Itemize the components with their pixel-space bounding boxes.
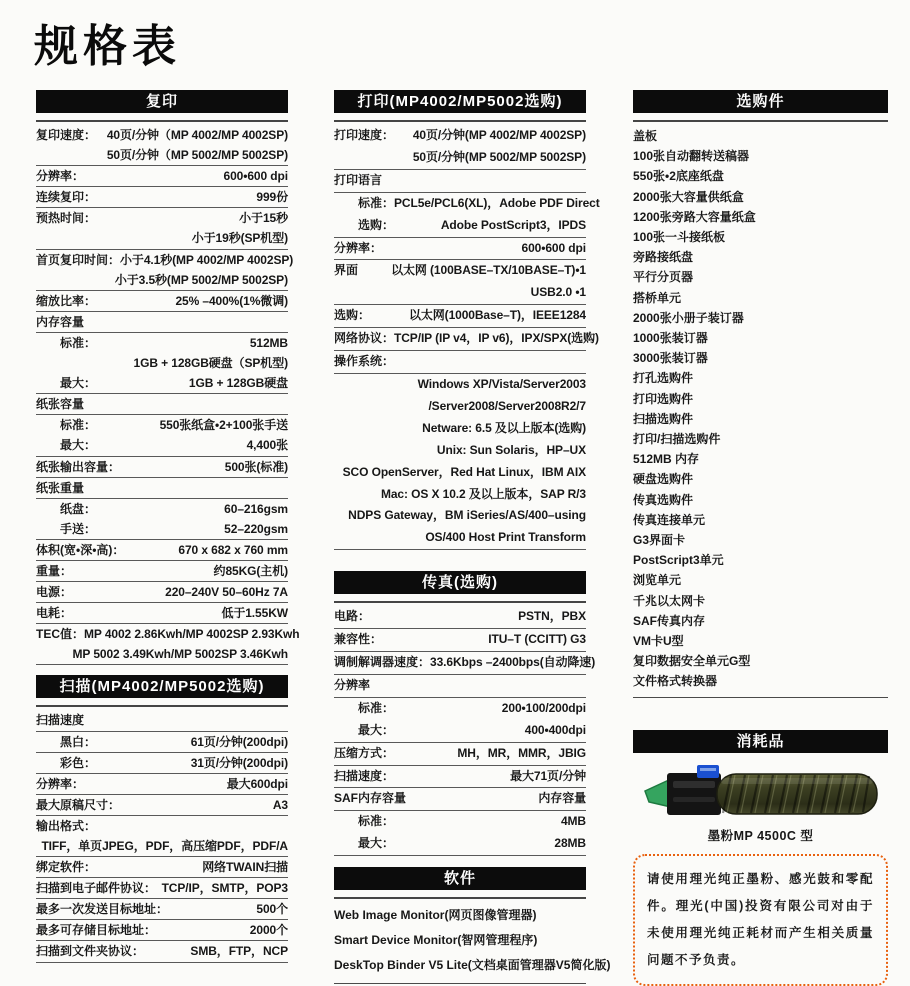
spec-label: 缩放比率： [36, 293, 97, 308]
spec-value: TCP/IP，SMTP，POP3 [161, 881, 288, 896]
list-item: 打印/扫描选购件 [633, 432, 721, 447]
spec-value: 500个 [256, 902, 288, 917]
spec-label: 标准： [358, 814, 395, 829]
spec-rows-fax [334, 601, 596, 856]
spec-row [36, 878, 288, 899]
spec-value: Unix: Sun Solaris，HP–UX [436, 442, 586, 457]
spec-value: MP 5002 3.49Kwh/MP 5002SP 3.46Kwh [72, 647, 288, 662]
spec-row [36, 250, 294, 291]
spec-value: 500张(标准) [224, 459, 288, 474]
spec-value: 31页/分钟(200dpi) [190, 755, 288, 770]
spec-row [36, 540, 288, 561]
section-header-options: 选购件 [633, 90, 888, 113]
list-item: 旁路接纸盘 [633, 250, 694, 265]
list-item: 2000张小册子装订器 [633, 310, 744, 325]
spec-row [334, 766, 586, 789]
list-item: 浏览单元 [633, 573, 682, 588]
spec-value: 400•400dpi [524, 722, 586, 737]
spec-value: /Server2008/Server2008R2/7 [428, 398, 586, 413]
section-consumables [633, 730, 888, 986]
spec-value: Mac: OS X 10.2 及以上版本，SAP R/3 [380, 486, 586, 501]
spec-value: Windows XP/Vista/Server2003 [417, 376, 586, 391]
spec-value: MP 4002 2.86Kwh/MP 4002SP 2.93Kwh [84, 627, 300, 642]
spec-value: ITU–T (CCITT) G3 [488, 632, 586, 647]
spec-row [334, 811, 586, 833]
list-item: G3界面卡 [633, 533, 686, 548]
spec-label: 绑定软件： [36, 860, 97, 875]
spec-value: 999份 [256, 190, 288, 205]
spec-row [334, 351, 586, 374]
spec-label: 最大： [358, 722, 395, 737]
spec-label: 分辨率： [36, 776, 85, 791]
spec-value: 600•600 dpi [223, 169, 288, 184]
spec-row [334, 374, 586, 550]
list-item: 1000张装订器 [633, 331, 708, 346]
spec-value: 小于19秒(SP机型) [191, 231, 288, 246]
spec-row [36, 519, 288, 540]
list-item: 硬盘选购件 [633, 472, 694, 487]
spec-label: 纸张输出容量： [36, 459, 121, 474]
spec-value: 小于4.1秒(MP 4002/MP 4002SP) [120, 252, 294, 267]
spec-label: 纸盘： [60, 501, 97, 516]
options-list [633, 120, 888, 698]
spec-label: 电耗： [36, 606, 73, 621]
spec-value: 28MB [554, 836, 586, 851]
spec-row [36, 795, 288, 816]
spec-label: 扫描速度 [36, 713, 85, 728]
spec-value: PCL5e/PCL6(XL)，Adobe PDF Direct [394, 195, 600, 210]
middle-column [334, 90, 611, 984]
spec-value: 4,400张 [246, 438, 288, 453]
spec-label: 压缩方式： [334, 745, 395, 760]
spec-value: 60–216gsm [224, 501, 288, 516]
spec-label: 最大： [60, 376, 97, 391]
spec-label: 纸张容量 [36, 397, 85, 412]
spec-label: 打印速度： [334, 128, 395, 142]
spec-label: 分辨率 [334, 677, 371, 692]
section-fax [334, 571, 596, 856]
spec-row [36, 125, 288, 166]
spec-value: Adobe PostScript3，IPDS [440, 217, 586, 232]
spec-label: 打印语言 [334, 172, 383, 187]
spec-value: 52–220gsm [224, 521, 288, 536]
list-item: 扫描选购件 [633, 411, 694, 426]
spec-label: 网络协议： [334, 331, 395, 346]
spec-value: SCO OpenServer，Red Hat Linux，IBM AIX [342, 464, 586, 479]
section-header-scan: 扫描(MP4002/MP5002选购) [36, 675, 288, 698]
spec-value: 以太网 (100BASE–TX/10BASE–T)•1 [391, 263, 586, 278]
spec-label: 重量： [36, 563, 73, 578]
spec-row [36, 415, 288, 435]
list-item: 550张•2底座纸盘 [633, 169, 724, 184]
spec-label: SAF内存容量 [334, 791, 407, 806]
spec-label: 最大： [358, 836, 395, 851]
spec-row [36, 435, 288, 456]
list-item: 文件格式转换器 [633, 674, 718, 689]
software-list [334, 897, 611, 984]
spec-value: 25% –400%(1%微调) [175, 293, 288, 308]
toner-caption: 墨粉MP 4500C 型 [707, 828, 814, 843]
spec-row [36, 710, 288, 731]
page-title: 规格表 [34, 22, 181, 71]
spec-value: 4MB [560, 814, 586, 829]
spec-label: 扫描到电子邮件协议： [36, 881, 157, 896]
list-item: 传真连接单元 [633, 512, 706, 527]
section-print [334, 90, 600, 550]
spec-label: 分辨率： [36, 169, 85, 184]
spec-value: SMB，FTP，NCP [190, 944, 288, 959]
spec-label: 分辨率： [334, 240, 383, 255]
spec-value: 小于15秒 [239, 211, 288, 226]
spec-row [334, 833, 586, 856]
spec-value: 40页/分钟（MP 4002/MP 4002SP) [106, 128, 288, 142]
spec-value: 内存容量 [538, 791, 586, 806]
section-copy [36, 90, 300, 665]
spec-value: Netware: 6.5 及以上版本(选购) [422, 420, 586, 435]
spec-label: 操作系统： [334, 354, 395, 369]
spec-row [36, 373, 288, 394]
spec-rows-scan [36, 705, 288, 962]
spec-row [334, 193, 600, 215]
spec-label: TEC值： [36, 627, 85, 642]
spec-label: 调制解调器速度： [334, 655, 431, 670]
spec-label: 连续复印： [36, 190, 97, 205]
spec-rows-copy [36, 120, 300, 665]
list-item: 100张一斗接纸板 [633, 230, 726, 245]
spec-value: 33.6Kbps –2400bps(自动降速) [430, 655, 596, 670]
spec-row [36, 732, 288, 753]
section-header-copy: 复印 [36, 90, 288, 113]
spec-value: 1GB + 128GB硬盘（SP机型) [133, 356, 288, 371]
section-header-consumables: 消耗品 [633, 730, 888, 753]
list-item: 1200张旁路大容量纸盒 [633, 209, 756, 224]
spec-row [36, 582, 288, 603]
spec-value: TCP/IP (IP v4，IP v6)，IPX/SPX(选购) [394, 331, 599, 346]
spec-value: 61页/分钟(200dpi) [190, 734, 288, 749]
list-item: 3000张装订器 [633, 351, 708, 366]
spec-label: 标准： [358, 195, 395, 210]
list-item: 打印选购件 [633, 391, 694, 406]
spec-value: 220–240V 50–60Hz 7A [165, 585, 288, 600]
spec-value: 550张纸盒•2+100张手送 [159, 418, 288, 433]
spec-value: 最大71页/分钟 [510, 768, 586, 783]
spec-row [36, 774, 288, 795]
spec-row [36, 187, 288, 208]
spec-row [334, 788, 586, 811]
spec-label: 预热时间： [36, 211, 97, 226]
spec-value: MH，MR，MMR，JBIG [457, 745, 586, 760]
list-item: 平行分页器 [633, 270, 694, 285]
spec-row [36, 920, 288, 941]
spec-row [334, 652, 596, 675]
spec-label: 纸张重量 [36, 480, 85, 495]
spec-row [36, 561, 288, 582]
list-item: 搭桥单元 [633, 290, 682, 305]
list-item: Web Image Monitor(网页图像管理器) [334, 908, 537, 923]
list-item: 打孔选购件 [633, 371, 694, 386]
section-header-print: 打印(MP4002/MP5002选购) [334, 90, 586, 113]
spec-row [334, 170, 586, 193]
spec-label: 电路： [334, 609, 371, 624]
spec-label: 电源： [36, 585, 73, 600]
spec-row [36, 899, 288, 920]
notice-text: 请使用理光纯正墨粉、感光鼓和零配件。理光(中国)投资有限公司对由于未使用理光纯正耗材而产生相关质量问题不予负责。 [647, 871, 874, 967]
spec-value: 约85KG(主机) [213, 563, 288, 578]
spec-row [36, 857, 288, 878]
spec-rows-print [334, 120, 600, 550]
spec-row [36, 816, 288, 857]
spec-label: 最多可存储目标地址： [36, 923, 157, 938]
spec-row [36, 333, 288, 373]
spec-value: USB2.0 •1 [530, 285, 586, 300]
section-software [334, 867, 611, 984]
spec-value: A3 [272, 797, 288, 812]
spec-value: 512MB [249, 335, 288, 350]
spec-label: 扫描速度： [334, 768, 395, 783]
spec-value: 以太网(1000Base–T)，IEEE1284 [408, 308, 586, 323]
spec-row [334, 238, 586, 261]
spec-label: 输出格式： [36, 818, 97, 833]
spec-value: 小于3.5秒(MP 5002/MP 5002SP) [114, 272, 288, 287]
spec-label: 体积(宽•深•高)： [36, 542, 125, 557]
spec-row [36, 499, 288, 519]
notice-box [633, 854, 888, 986]
spec-label: 黑白： [60, 734, 97, 749]
spec-label: 内存容量 [36, 314, 85, 329]
section-options [633, 90, 888, 698]
spec-label: 标准： [60, 418, 97, 433]
spec-row [36, 753, 288, 774]
toner-cartridge-image [633, 761, 888, 824]
spec-label: 标准： [60, 335, 97, 350]
spec-label: 复印速度： [36, 128, 97, 142]
spec-row [334, 305, 586, 328]
toner-label-blue [697, 765, 719, 778]
spec-label: 手送： [60, 521, 97, 536]
list-item: Smart Device Monitor(智网管理程序) [334, 933, 538, 948]
spec-row [334, 629, 586, 652]
spec-row [36, 394, 288, 415]
list-item: 100张自动翻转送稿器 [633, 149, 750, 164]
spec-row [36, 941, 288, 962]
spec-row [334, 215, 586, 238]
spec-row [334, 260, 586, 305]
spec-row [36, 457, 288, 478]
spec-value: 1GB + 128GB硬盘 [188, 376, 288, 391]
spec-value: PSTN，PBX [518, 609, 586, 624]
spec-label: 兼容性： [334, 632, 383, 647]
spec-row [334, 328, 599, 351]
spec-value: 50页/分钟（MP 5002/MP 5002SP) [106, 148, 288, 163]
spec-row [334, 675, 586, 698]
spec-value: 最大600dpi [226, 776, 288, 791]
spec-row [36, 624, 300, 665]
spec-value: 2000个 [249, 923, 288, 938]
left-column [36, 90, 300, 963]
list-item: SAF传真内存 [633, 613, 706, 628]
list-item: 复印数据安全单元G型 [633, 654, 751, 669]
spec-value: 600•600 dpi [521, 240, 586, 255]
spec-row [36, 603, 288, 624]
spec-row [36, 291, 288, 312]
list-item: 2000张大容量供纸盒 [633, 189, 744, 204]
spec-row [334, 125, 586, 170]
spec-value: NDPS Gateway，BM iSeries/AS/400–using [348, 508, 586, 523]
section-header-fax: 传真(选购) [334, 571, 586, 594]
spec-label: 最大原稿尺寸： [36, 797, 121, 812]
spec-label: 最多一次发送目标地址： [36, 902, 169, 917]
spec-label: 首页复印时间： [36, 252, 121, 267]
spec-value: 40页/分钟(MP 4002/MP 4002SP) [412, 128, 586, 142]
spec-row [334, 606, 586, 629]
spec-value: TIFF，单页JPEG，PDF，高压缩PDF，PDF/A [41, 839, 288, 853]
section-scan [36, 675, 288, 962]
spec-value: 低于1.55KW [221, 606, 288, 621]
spec-row [36, 478, 288, 499]
spec-row [36, 208, 288, 249]
right-column [633, 90, 888, 986]
list-item: VM卡U型 [633, 634, 684, 649]
spec-row [36, 166, 288, 187]
section-header-software: 软件 [334, 867, 586, 890]
spec-value: OS/400 Host Print Transform [425, 530, 586, 545]
list-item: 千兆以太网卡 [633, 593, 706, 608]
spec-row [334, 743, 586, 766]
toner-cap [667, 773, 721, 815]
spec-label: 扫描到文件夹协议： [36, 944, 145, 959]
spec-row [334, 698, 586, 720]
spec-label: 选购： [358, 217, 395, 232]
list-item: 盖板 [633, 129, 658, 143]
list-item: PostScript3单元 [633, 553, 724, 568]
spec-value: 50页/分钟(MP 5002/MP 5002SP) [412, 149, 586, 164]
list-item: 512MB 内存 [633, 452, 700, 467]
spec-label: 选购： [334, 308, 371, 323]
spec-value: 200•100/200dpi [501, 700, 586, 715]
spec-label: 彩色： [60, 755, 97, 770]
spec-label: 界面 [334, 263, 359, 278]
list-item: DeskTop Binder V5 Lite(文档桌面管理器V5简化版) [334, 958, 611, 973]
spec-label: 最大： [60, 438, 97, 453]
spec-value: 网络TWAIN扫描 [202, 860, 288, 875]
spec-label: 标准： [358, 700, 395, 715]
spec-row [36, 312, 288, 333]
spec-row [334, 720, 586, 743]
spec-value: 670 x 682 x 760 mm [178, 542, 288, 557]
list-item: 传真选购件 [633, 492, 694, 507]
toner-body [717, 774, 877, 814]
